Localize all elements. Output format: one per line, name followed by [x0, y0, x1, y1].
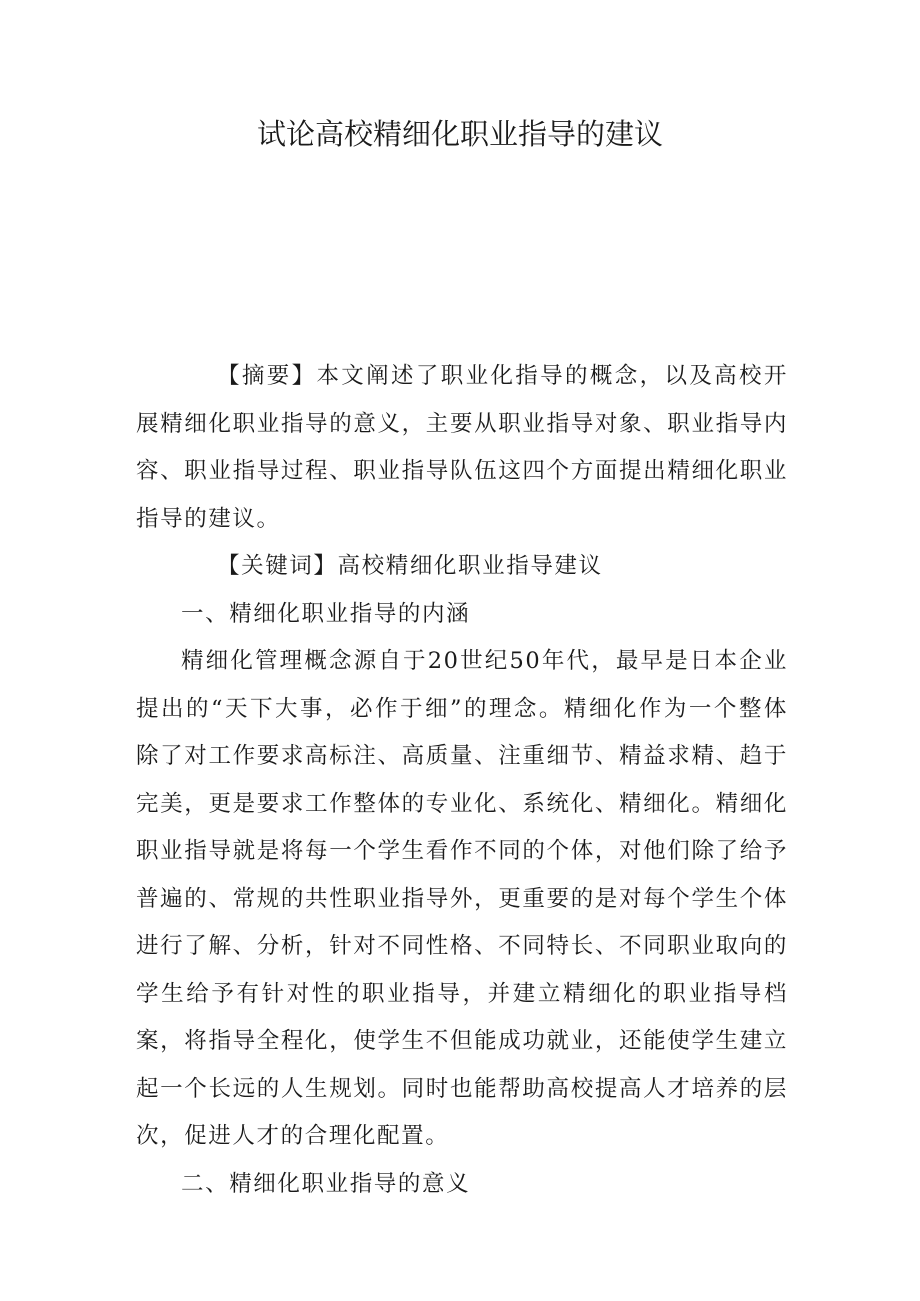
- section-heading-2: 二、精细化职业指导的意义: [181, 1170, 471, 1197]
- abstract-text: 本文阐述了职业化指导的概念，以及高校开展精细化职业指导的意义，主要从职业指导对象、职业指导内容、职业指导过程、职业指导队伍这四个方面提出精细化职业指导的建议。: [136, 363, 788, 532]
- document-title: 试论高校精细化职业指导的建议: [256, 117, 663, 151]
- keywords-text: 高校精细化职业指导建议: [337, 553, 603, 579]
- section-1-paragraph: 精细化管理概念源自于20世纪50年代，最早是日本企业提出的“天下大事，必作于细”的理念。精细化作为一个整体除了对工作要求高标注、高质量、注重细节、精益求精、趋于完美，更是要求工作整体的专业化、系统化、精细化。精细化职业指导就是将每一个学生看作不同的个体，对他们除了给予普遍的、常规的共性职业指导外，更重要的是对每个学生个体进行了解、分析，针对不同性格、不同特长、不同职业取向的学生给予有针对性的职业指导，并建立精细化的职业指导档案，将指导全程化，使学生不但能成功就业，还能使学生建立起一个长远的人生规划。同时也能帮助高校提高人才培养的层次，促进人才的合理化配置。: [136, 648, 788, 1149]
- abstract-label: 【摘要】: [217, 363, 317, 389]
- keywords-paragraph: [136, 543, 788, 591]
- abstract-paragraph: [136, 353, 788, 543]
- section-heading-1: 一、精细化职业指导的内涵: [181, 600, 471, 627]
- keywords-label: 【关键词】: [217, 553, 338, 579]
- document-body: [136, 353, 788, 1208]
